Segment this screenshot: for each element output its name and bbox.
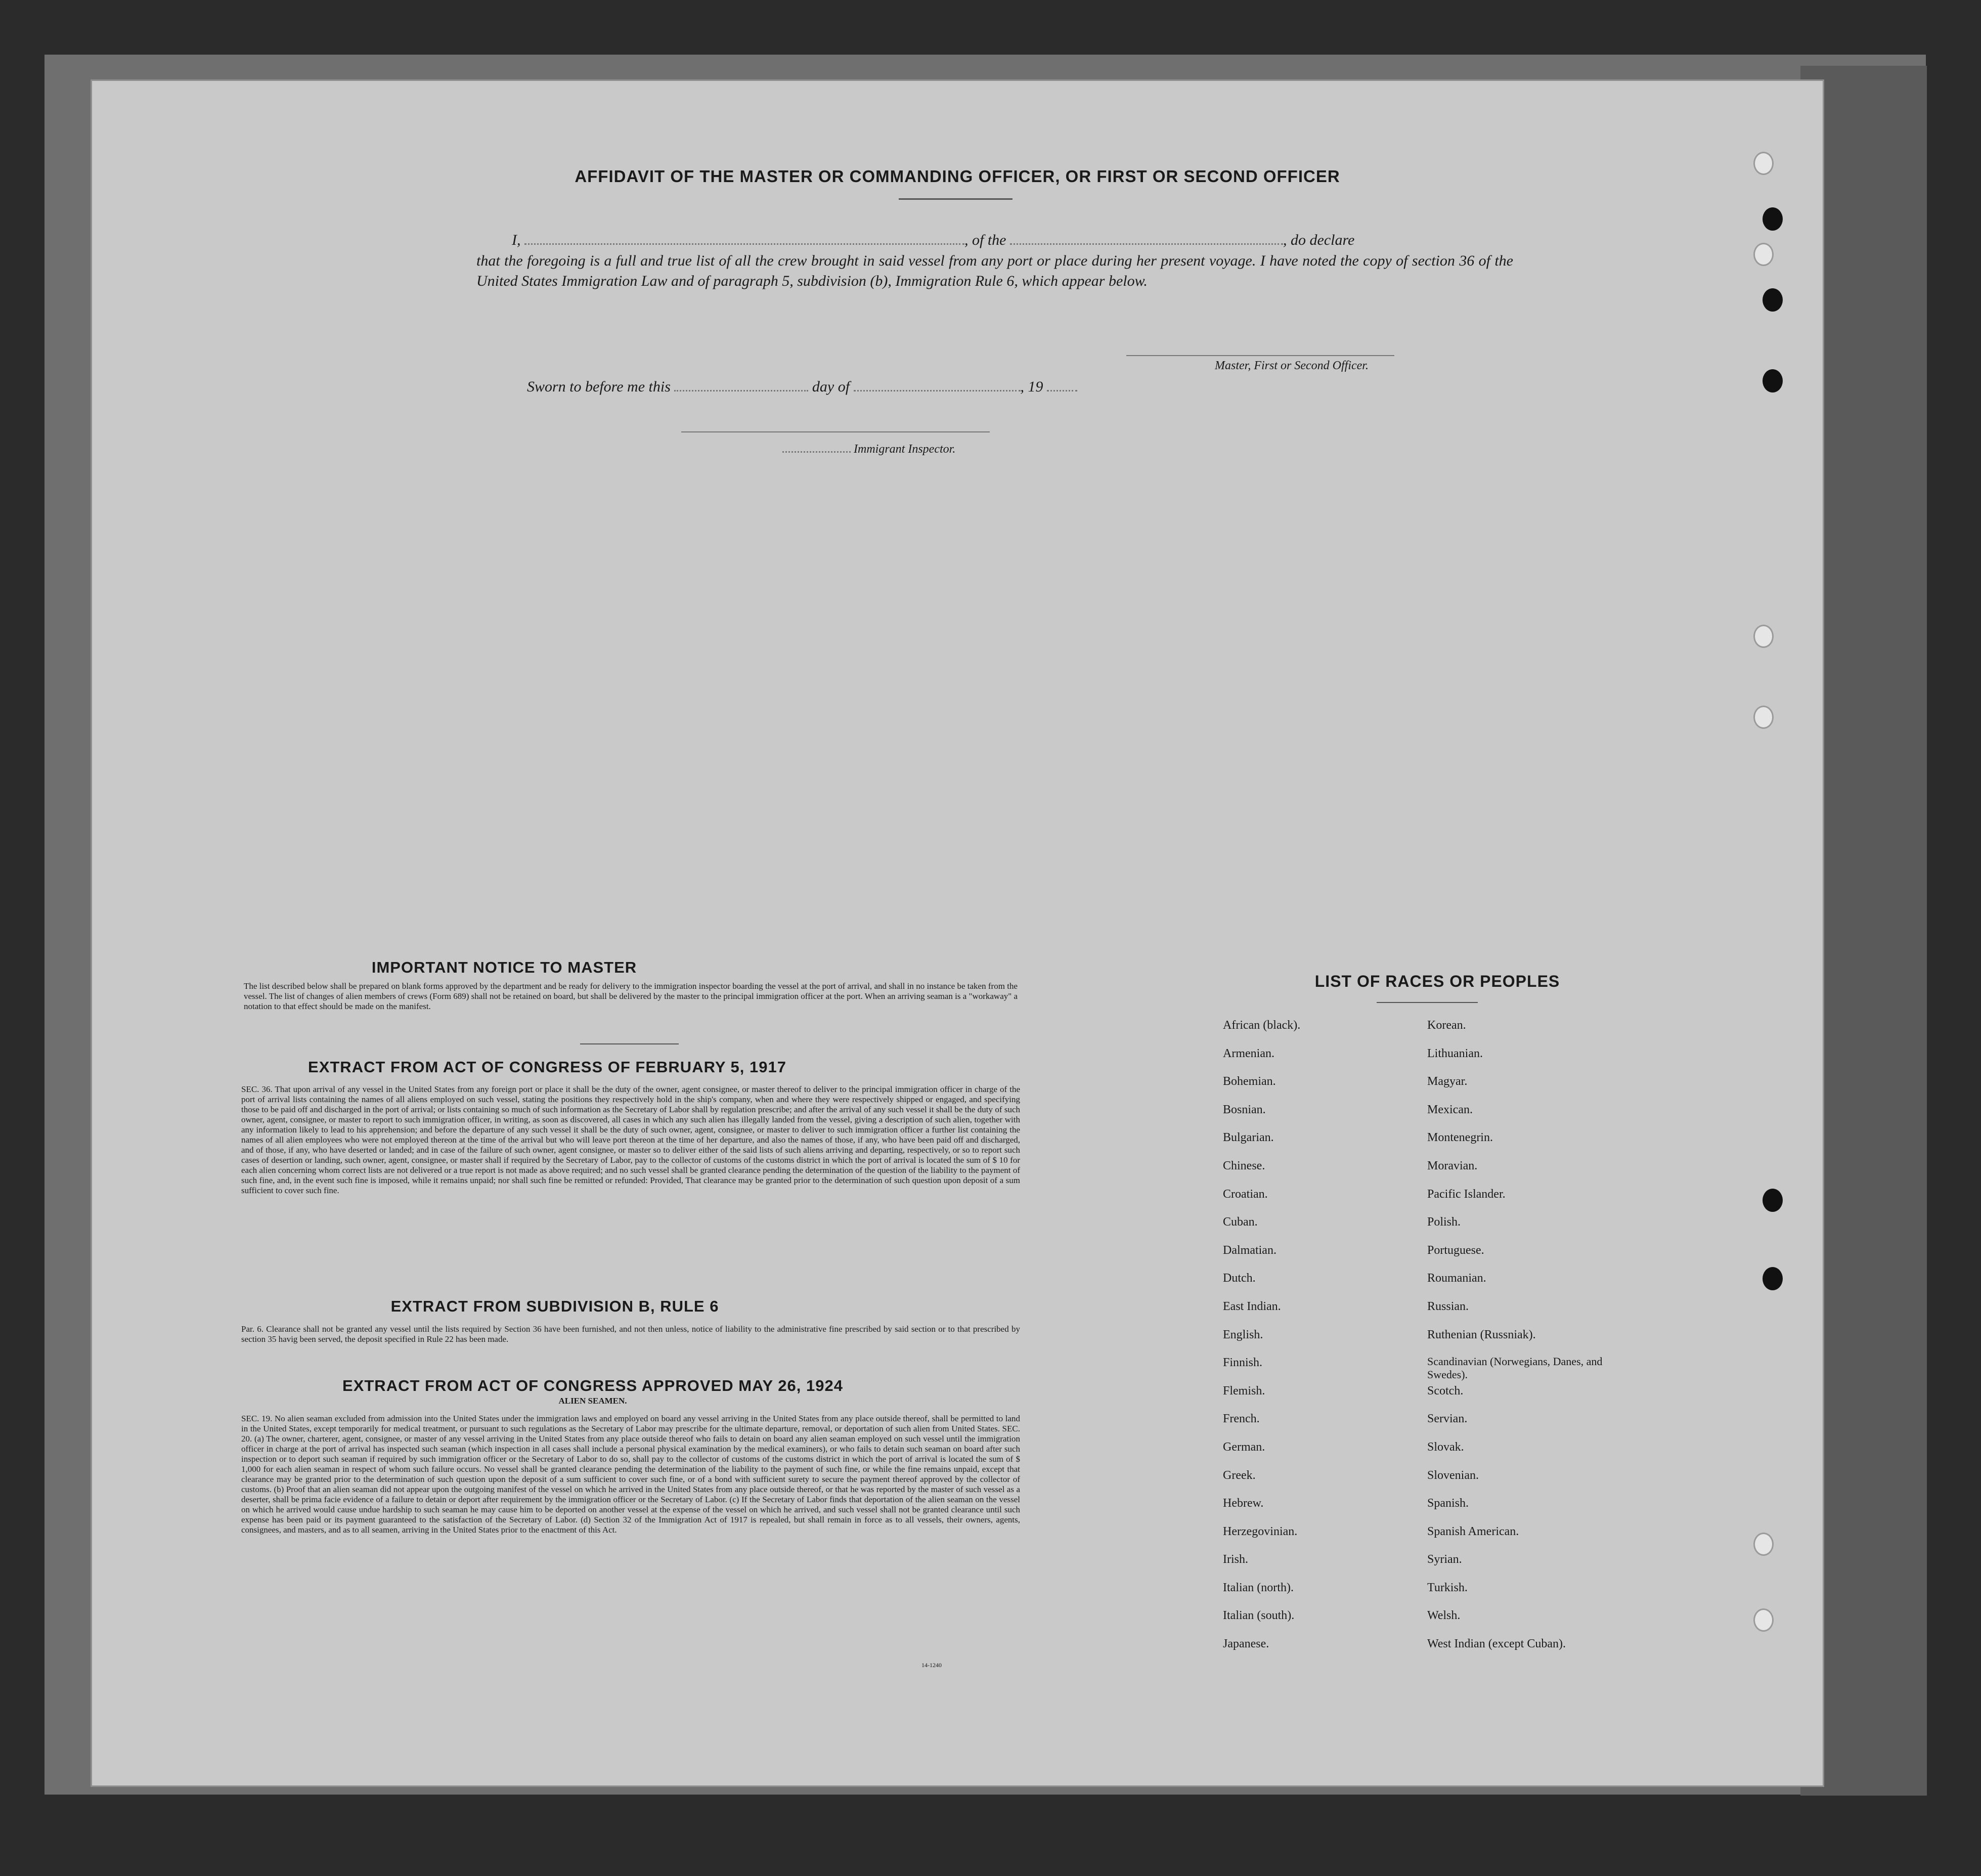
- race-item: Spanish American.: [1427, 1524, 1519, 1538]
- divider: [1377, 1002, 1478, 1003]
- binder-hole: [1753, 706, 1774, 729]
- day-of-label: day of: [812, 378, 850, 395]
- extract-1924-text: SEC. 19. No alien seaman excluded from admission into the United States under the immigration laws and employed on board any vessel arriving in the United States from any place outside thereof, shall be permitted to land in the United States, except temporarily for medical treatment, or pursuant to such regulations as the Secretary of Labor may prescribe for the ultimate departure, removal, or deportation of such alien from United States. SEC. 20. (a) The owner, charterer, agent, consignee, or master of any vessel arriving in the United States from any place outside thereof who fails to detain on board any alien seaman employed on such vessel until the immigration officer in charge at the port of arrival has inspected such seaman (which inspection in all cases shall include a personal physical examination by the medical examiners), or who fails to detain such seaman on board after such inspection or to deport such seaman if required by such immigration officer or the Secretary of Labor to do so, shall pay to the collector of customs of the customs district in which the port of arrival is located the sum of $ 1,000 for each alien seaman in respect of whom such failure occurs. No vessel shall be granted clearance pending the determination of the liability to the payment of such fine, or while the fine remains unpaid, except that clearance may be granted prior to the determination of such question upon the deposit of a sum sufficient to cover such fine, or of a bond with sufficient surety to secure the payment thereof approved by the collector of customs. (b) Proof that an alien seaman did not appear upon the outgoing manifest of the vessel on which he arrived in the United States from any place outside thereof, or that he was reported by the master of such vessel as a deserter, shall be prima facie evidence of a failure to detain or deport after requirement by the immigration officer or the Secretary of Labor. (c) If the Secretary of Labor finds that deportation of the alien seaman on the vessel on which he arrived would cause undue hardship to such seaman he may cause him to be deported on another vessel at the expense of the vessel on which he arrived, and such vessel shall not be granted clearance until such expense has been paid or its payment guaranteed to the satisfaction of the Secretary of Labor. (d) Section 32 of the Immigration Act of 1917 is repealed, but shall remain in force as to all vessels, their owners, agents, consignees, and masters, and as to all seamen, arriving in the United States prior to the enactment of this Act.: [241, 1414, 1020, 1535]
- affidavit-title: AFFIDAVIT OF THE MASTER OR COMMANDING OFFICER, OR FIRST OR SECOND OFFICER: [575, 167, 1340, 186]
- race-item: Flemish.: [1223, 1384, 1265, 1398]
- race-item: African (black).: [1223, 1019, 1301, 1032]
- race-item: Dutch.: [1223, 1272, 1256, 1285]
- race-item: French.: [1223, 1412, 1260, 1426]
- race-item: Bosnian.: [1223, 1103, 1266, 1116]
- sworn-month-field[interactable]: [854, 390, 1021, 391]
- race-item: Pacific Islander.: [1427, 1187, 1506, 1201]
- race-item: Moravian.: [1427, 1159, 1478, 1172]
- race-item: Welsh.: [1427, 1609, 1461, 1623]
- inspector-signature-label: [782, 443, 955, 456]
- affidavit-of-the-label: , of the: [964, 232, 1006, 248]
- binder-hole: [1753, 625, 1774, 648]
- binder-hole: [1763, 1267, 1783, 1290]
- race-item: Bohemian.: [1223, 1075, 1276, 1088]
- races-right-column: [1427, 1018, 1645, 1665]
- race-item: Mexican.: [1427, 1103, 1473, 1116]
- extract-1924-title: EXTRACT FROM ACT OF CONGRESS APPROVED MAY 26, 1924: [342, 1377, 843, 1394]
- race-item: Korean.: [1427, 1019, 1466, 1032]
- race-item: Portuguese.: [1427, 1243, 1484, 1257]
- race-item: Italian (south).: [1223, 1609, 1295, 1623]
- sworn-line: [527, 378, 1077, 396]
- rule6-title: EXTRACT FROM SUBDIVISION B, RULE 6: [390, 1297, 719, 1315]
- divider: [580, 1043, 679, 1044]
- races-left-column: [1223, 1018, 1415, 1665]
- master-signature-label: Master, First or Second Officer.: [1215, 359, 1369, 372]
- notice-text: The list described below shall be prepared on blank forms approved by the department and be ready for delivery to the immigration inspector boarding the vessel at the port of arrival, and shall in no instance be taken from the vessel. The list of changes of alien members of crews (Form 689) shall not be retained on board, but shall be delivered by the master to the principal immigration officer at the port. When an arriving seaman is a "workaway" a notation to that effect should be made on the manifest.: [244, 981, 1018, 1011]
- vessel-name-field[interactable]: [1010, 243, 1283, 245]
- race-item: Greek.: [1223, 1468, 1256, 1482]
- race-item: Roumanian.: [1427, 1272, 1486, 1285]
- binder-hole: [1763, 1189, 1783, 1212]
- sworn-label: Sworn to before me this: [527, 378, 671, 395]
- race-item: Ruthenian (Russniak).: [1427, 1328, 1536, 1341]
- race-item: Finnish.: [1223, 1356, 1263, 1370]
- race-item: Japanese.: [1223, 1637, 1269, 1651]
- binder-hole: [1753, 243, 1774, 266]
- extract-1917-text: SEC. 36. That upon arrival of any vessel in the United States from any foreign port or place it shall be the duty of the owner, agent consignee, or master thereof to deliver to the principal immigration officer in charge of the port of arrival lists containing the names of all aliens employed on such vessel, stating the positions they respectively hold in the ship's company, when and where they were respectively shipped or engaged, and specifying those to be paid off and discharged in the port of arrival; or lists containing so much of such information as the Secretary of Labor shall by regulation prescribe; and after the arrival of any such vessel it shall be the duty of such owner, agent, consignee, or master to report to such immigration officer, in writing, as soon as discovered, all cases in which any such alien has illegally landed from the vessel, giving a description of such alien, together with any information likely to lead to his apprehension; and before the departure of any such vessel it shall be the duty of such owner, agent, consignee, or master to deliver to such immigration officer a further list containing the names of all alien employees who were not employed thereon at the time of the arrival but who will leave port thereon at the time of her departure, and also the names of those, if any, who have been paid off and discharged, and of those, if any, who have deserted or landed; and in case of the failure of such owner, agent consignee, or master so to deliver either of the said lists of such aliens arriving and departing, respectively, or so to report such cases of desertion or landing, such owner, agent, consignee, or master shall if required by the Secretary of Labor, pay to the collector of customs of the customs district in which the port of arrival is located the sum of $ 10 for each alien concerning whom correct lists are not delivered or a true report is not made as above required; and no such vessel shall be granted clearance pending the determination of the question of the liability to the payment of such fine, and, in the event such fine is imposed, while it remains unpaid; nor shall such fine be remitted or refunded: Provided, That clearance may be granted prior to the determination of such question upon deposit of a sum sufficient to cover such fine.: [241, 1084, 1020, 1195]
- inspector-signature-line[interactable]: [681, 431, 990, 432]
- race-item: West Indian (except Cuban).: [1427, 1637, 1566, 1651]
- race-item: Italian (north).: [1223, 1581, 1294, 1594]
- binder-hole: [1763, 207, 1783, 231]
- divider: [899, 198, 1012, 200]
- master-signature-line[interactable]: [1126, 355, 1394, 356]
- race-item: East Indian.: [1223, 1299, 1281, 1313]
- binder-hole: [1763, 288, 1783, 312]
- race-item: Polish.: [1427, 1215, 1461, 1229]
- form-number: 14-1240: [921, 1662, 942, 1669]
- affidavit-i-label: I,: [512, 232, 521, 248]
- race-item: German.: [1223, 1440, 1265, 1454]
- binder-hole: [1753, 1608, 1774, 1632]
- affidavit-line-1: [512, 232, 1354, 249]
- extract-1917-title: EXTRACT FROM ACT OF CONGRESS OF FEBRUARY 5, 1917: [308, 1058, 786, 1076]
- year-prefix-label: , 19: [1020, 378, 1043, 395]
- race-item: Cuban.: [1223, 1215, 1258, 1229]
- race-item: Russian.: [1427, 1299, 1469, 1313]
- inspector-dots: [782, 451, 851, 453]
- race-item: Armenian.: [1223, 1046, 1274, 1060]
- inspector-label: Immigrant Inspector.: [854, 443, 956, 456]
- race-item: Turkish.: [1427, 1581, 1468, 1594]
- race-item: Slovenian.: [1427, 1468, 1479, 1482]
- race-item: Scotch.: [1427, 1384, 1464, 1398]
- race-item: Chinese.: [1223, 1159, 1265, 1172]
- race-item: Slovak.: [1427, 1440, 1464, 1454]
- document-page: [92, 81, 1823, 1785]
- extract-1924-subtitle: ALIEN SEAMEN.: [558, 1396, 627, 1406]
- race-item: Montenegrin.: [1427, 1131, 1493, 1145]
- race-item: Bulgarian.: [1223, 1131, 1274, 1145]
- notice-title: IMPORTANT NOTICE TO MASTER: [371, 958, 637, 976]
- master-name-field[interactable]: [524, 243, 964, 245]
- race-item: Dalmatian.: [1223, 1243, 1276, 1257]
- binder-hole: [1753, 1533, 1774, 1556]
- race-item: Syrian.: [1427, 1553, 1462, 1566]
- race-item: Croatian.: [1223, 1187, 1268, 1201]
- affidavit-paragraph: that the foregoing is a full and true list of all the crew brought in said vessel from any port or place during her present voyage. I have noted the copy of section 36 of the United States Immigration Law and of paragraph 5, subdivision (b), Immigration Rule 6, which appear below.: [476, 252, 1513, 289]
- race-item: Scandinavian (Norwegians, Danes, and Swedes).: [1427, 1355, 1603, 1381]
- rule6-text: Par. 6. Clearance shall not be granted any vessel until the lists required by Section 36 have been furnished, and not then unless, notice of liability to the administrative fine prescribed by said section or to that prescribed by section 35 havig been served, the deposit specified in Rule 22 has been made.: [241, 1324, 1020, 1344]
- race-item: English.: [1223, 1328, 1263, 1341]
- race-item: Spanish.: [1427, 1497, 1469, 1510]
- race-item: Irish.: [1223, 1553, 1248, 1566]
- races-title: LIST OF RACES OR PEOPLES: [1314, 972, 1560, 990]
- race-item: Hebrew.: [1223, 1497, 1264, 1510]
- race-item: Magyar.: [1427, 1075, 1468, 1088]
- sworn-day-field[interactable]: [674, 390, 808, 391]
- race-item: Herzegovinian.: [1223, 1524, 1298, 1538]
- binder-hole: [1763, 369, 1783, 392]
- sworn-year-field[interactable]: [1047, 390, 1077, 391]
- affidavit-declare-label: , do declare: [1283, 232, 1355, 248]
- race-item: Lithuanian.: [1427, 1046, 1483, 1060]
- race-item: Servian.: [1427, 1412, 1468, 1426]
